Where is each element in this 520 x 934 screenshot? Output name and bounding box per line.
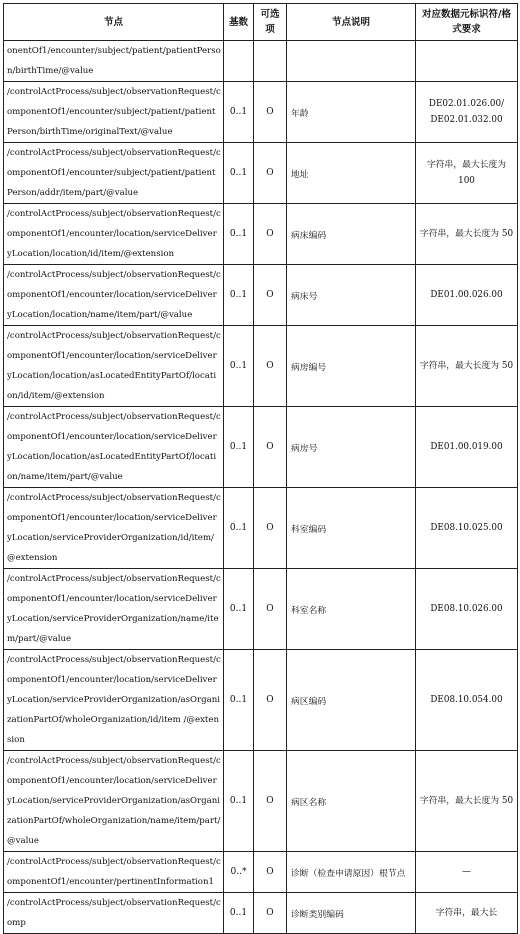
table-row	[4, 41, 518, 82]
optional-cell: O	[254, 751, 287, 852]
cardinality-cell: 0..1	[224, 751, 254, 852]
table-row	[4, 204, 518, 265]
table-row	[4, 893, 518, 934]
optional-cell: O	[254, 407, 287, 488]
cardinality-cell: 0..1	[224, 143, 254, 204]
standard-cell: DE08.10.025.00	[416, 488, 518, 569]
cardinality-cell: 0..1	[224, 265, 254, 326]
header-description: 节点说明	[287, 4, 416, 41]
node-path-cell: /controlActProcess/subject/observationRequest/componentOf1/encounter/subject/patient/patientPerson/birthTime/originalText/@value	[4, 82, 224, 143]
cardinality-cell: 0..1	[224, 82, 254, 143]
node-path-cell: /controlActProcess/subject/observationRequest/componentOf1/encounter/location/serviceDeliveryLocation/location/asLocatedEntityPartOf/location/name/item/part/@value	[4, 407, 224, 488]
table-row	[4, 407, 518, 488]
optional-cell: O	[254, 326, 287, 407]
optional-cell: O	[254, 265, 287, 326]
cardinality-cell	[224, 41, 254, 82]
node-path-cell: /controlActProcess/subject/observationRequest/comp	[4, 893, 224, 934]
node-path-cell: /controlActProcess/subject/observationRequest/componentOf1/encounter/location/serviceDeliveryLocation/serviceProviderOrganization/asOrganizationPartOf/wholeOrganization/name/item/part/@value	[4, 751, 224, 852]
header-standard: 对应数据元标识符/格式要求	[416, 4, 518, 41]
cardinality-cell: 0..1	[224, 204, 254, 265]
description-cell: 年龄	[287, 82, 416, 143]
cardinality-cell: 0..1	[224, 569, 254, 650]
standard-cell: DE01.00.019.00	[416, 407, 518, 488]
standard-cell: DE02.01.026.00/ DE02.01.032.00	[416, 82, 518, 143]
optional-cell: O	[254, 488, 287, 569]
node-path-cell: /controlActProcess/subject/observationRequest/componentOf1/encounter/location/serviceDeliveryLocation/location/name/item/part/@value	[4, 265, 224, 326]
table-row	[4, 82, 518, 143]
node-path-cell: /controlActProcess/subject/observationRequest/componentOf1/encounter/location/serviceDeliveryLocation/location/asLocatedEntityPartOf/location/id/item/@extension	[4, 326, 224, 407]
table-body	[4, 41, 518, 934]
header-cardinality: 基数	[224, 4, 254, 41]
cardinality-cell: 0..1	[224, 650, 254, 751]
cardinality-cell: 0..1	[224, 407, 254, 488]
optional-cell: O	[254, 852, 287, 893]
spec-table	[3, 3, 518, 934]
table-row	[4, 569, 518, 650]
description-cell: 病房编号	[287, 326, 416, 407]
description-cell: 病床编码	[287, 204, 416, 265]
optional-cell: O	[254, 143, 287, 204]
standard-cell: 字符串，最大长	[416, 893, 518, 934]
standard-cell: 字符串，最大长度为 100	[416, 143, 518, 204]
standard-cell: DE01.00.026.00	[416, 265, 518, 326]
node-path-cell: /controlActProcess/subject/observationRequest/componentOf1/encounter/subject/patient/patientPerson/addr/item/part/@value	[4, 143, 224, 204]
node-path-cell: onentOf1/encounter/subject/patient/patientPerson/birthTime/@value	[4, 41, 224, 82]
table-row	[4, 265, 518, 326]
description-cell	[287, 41, 416, 82]
header-row	[4, 4, 518, 41]
description-cell: 科室名称	[287, 569, 416, 650]
table-row	[4, 143, 518, 204]
node-path-cell: /controlActProcess/subject/observationRequest/componentOf1/encounter/location/serviceDeliveryLocation/location/id/item/@extension	[4, 204, 224, 265]
node-path-cell: /controlActProcess/subject/observationRequest/componentOf1/encounter/location/serviceDeliveryLocation/serviceProviderOrganization/name/item/part/@value	[4, 569, 224, 650]
header-optional: 可选项	[254, 4, 287, 41]
cardinality-cell: 0..1	[224, 488, 254, 569]
description-cell: 科室编码	[287, 488, 416, 569]
node-path-cell: /controlActProcess/subject/observationRequest/componentOf1/encounter/location/serviceDeliveryLocation/serviceProviderOrganization/id/item/@extension	[4, 488, 224, 569]
standard-cell	[416, 41, 518, 82]
cardinality-cell: 0..*	[224, 852, 254, 893]
optional-cell: O	[254, 650, 287, 751]
standard-cell: 字符串，最大长度为 50	[416, 326, 518, 407]
cardinality-cell: 0..1	[224, 326, 254, 407]
description-cell: 诊断类别编码	[287, 893, 416, 934]
standard-cell: DE08.10.026.00	[416, 569, 518, 650]
standard-cell: 字符串，最大长度为 50	[416, 204, 518, 265]
header-node: 节点	[4, 4, 224, 41]
table-row	[4, 852, 518, 893]
node-path-cell: /controlActProcess/subject/observationRequest/componentOf1/encounter/pertinentInformation1	[4, 852, 224, 893]
standard-cell: DE08.10.054.00	[416, 650, 518, 751]
optional-cell: O	[254, 569, 287, 650]
table-row	[4, 326, 518, 407]
standard-cell: 字符串，最大长度为 50	[416, 751, 518, 852]
cardinality-cell: 0..1	[224, 893, 254, 934]
description-cell: 地址	[287, 143, 416, 204]
description-cell: 病床号	[287, 265, 416, 326]
node-path-cell: /controlActProcess/subject/observationRequest/componentOf1/encounter/location/serviceDeliveryLocation/serviceProviderOrganization/asOrganizationPartOf/wholeOrganization/id/item /@extension	[4, 650, 224, 751]
description-cell: 病区名称	[287, 751, 416, 852]
table-row	[4, 650, 518, 751]
standard-cell: —	[416, 852, 518, 893]
optional-cell	[254, 41, 287, 82]
description-cell: 诊断（检查申请原因）根节点	[287, 852, 416, 893]
optional-cell: O	[254, 82, 287, 143]
description-cell: 病房号	[287, 407, 416, 488]
description-cell: 病区编码	[287, 650, 416, 751]
table-row	[4, 751, 518, 852]
table-row	[4, 488, 518, 569]
optional-cell: O	[254, 204, 287, 265]
optional-cell: O	[254, 893, 287, 934]
